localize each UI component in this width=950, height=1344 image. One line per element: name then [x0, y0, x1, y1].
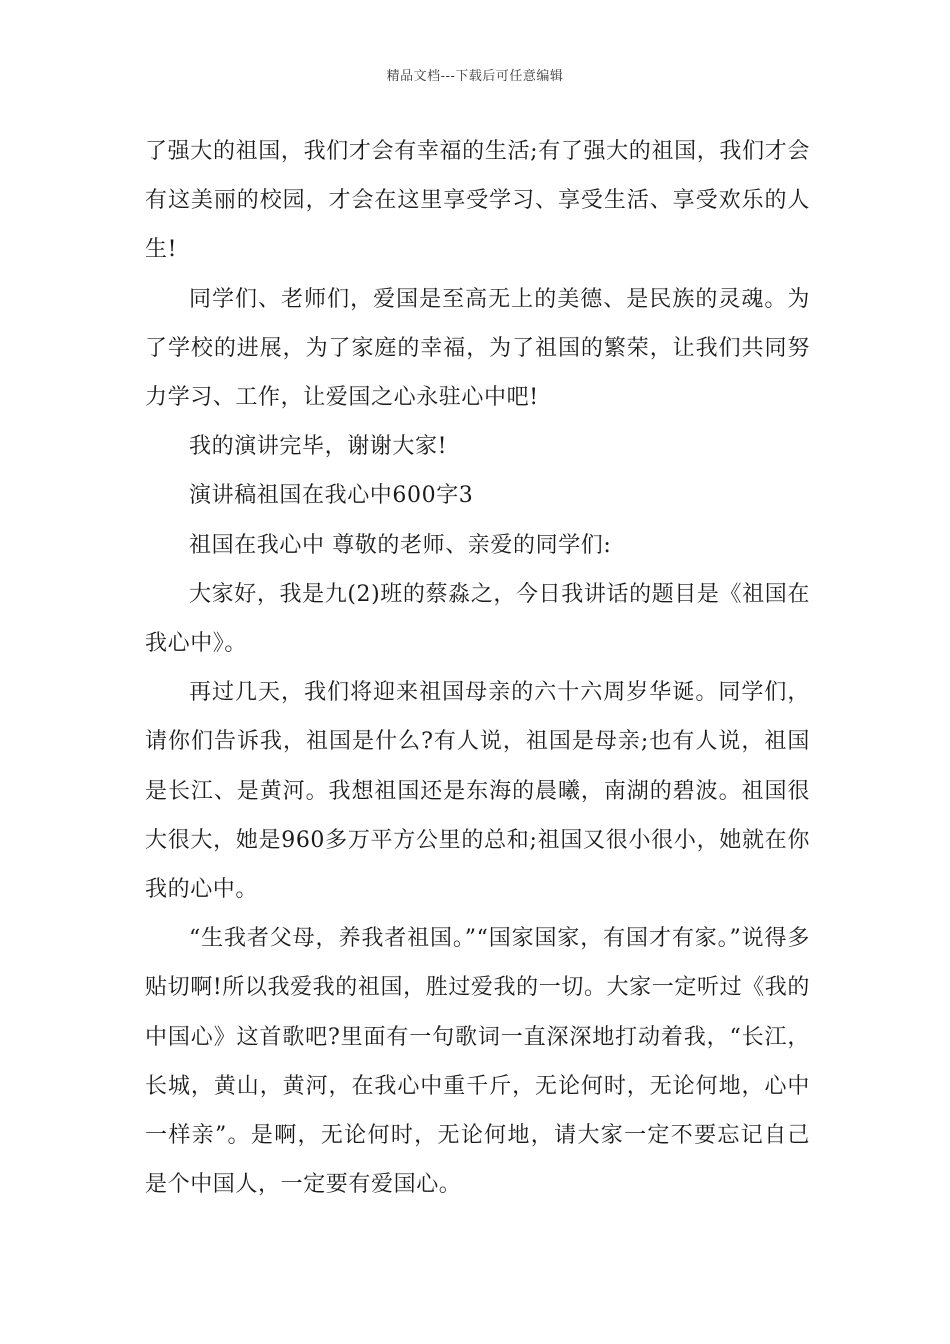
paragraph-7: “生我者父母，养我者祖国。”“国家国家，有国才有家。”说得多贴切啊!所以我爱我的祖国，胜过爱我的一切。大家一定听过《我的中国心》这首歌吧?里面有一句歌词一直深深地打动着我，“长江，长城，黄山，黄河，在我心中重千斤，无论何时，无论何地，心中一样亲”。是啊，无论何时，无论何地，请大家一定不要忘记自己是个中国人，一定要有爱国心。	[145, 926, 810, 1198]
paragraph-1: 了强大的祖国，我们才会有幸福的生活;有了强大的祖国，我们才会有这美丽的校园，才会在这里享受学习、享受生活、享受欢乐的人生!	[145, 139, 810, 263]
paragraph-title: 演讲稿祖国在我心中600字3	[189, 483, 474, 509]
paragraph-6: 再过几天，我们将迎来祖国母亲的六十六周岁华诞。同学们，请你们告诉我，祖国是什么?有人说，祖国是母亲;也有人说，祖国是长江、是黄河。我想祖国还是东海的晨曦，南湖的碧波。祖国很大很大，她是960多万平方公里的总和;祖国又很小很小，她就在你我的心中。	[145, 680, 810, 903]
paragraph-intro: 大家好，我是九(2)班的蔡淼之，今日我讲话的题目是《祖国在我心中》。	[145, 581, 810, 657]
paragraph-3: 我的演讲完毕，谢谢大家!	[189, 434, 448, 460]
paragraph-2: 同学们、老师们，爱国是至高无上的美德、是民族的灵魂。为了学校的进展，为了家庭的幸福，为了祖国的繁荣，让我们共同努力学习、工作，让爱国之心永驻心中吧!	[145, 286, 810, 411]
document-body	[145, 127, 810, 1209]
paragraph-greeting: 祖国在我心中 尊敬的老师、亲爱的同学们:	[189, 532, 612, 558]
page-header: 精品文档---下载后可任意编辑	[386, 69, 564, 84]
